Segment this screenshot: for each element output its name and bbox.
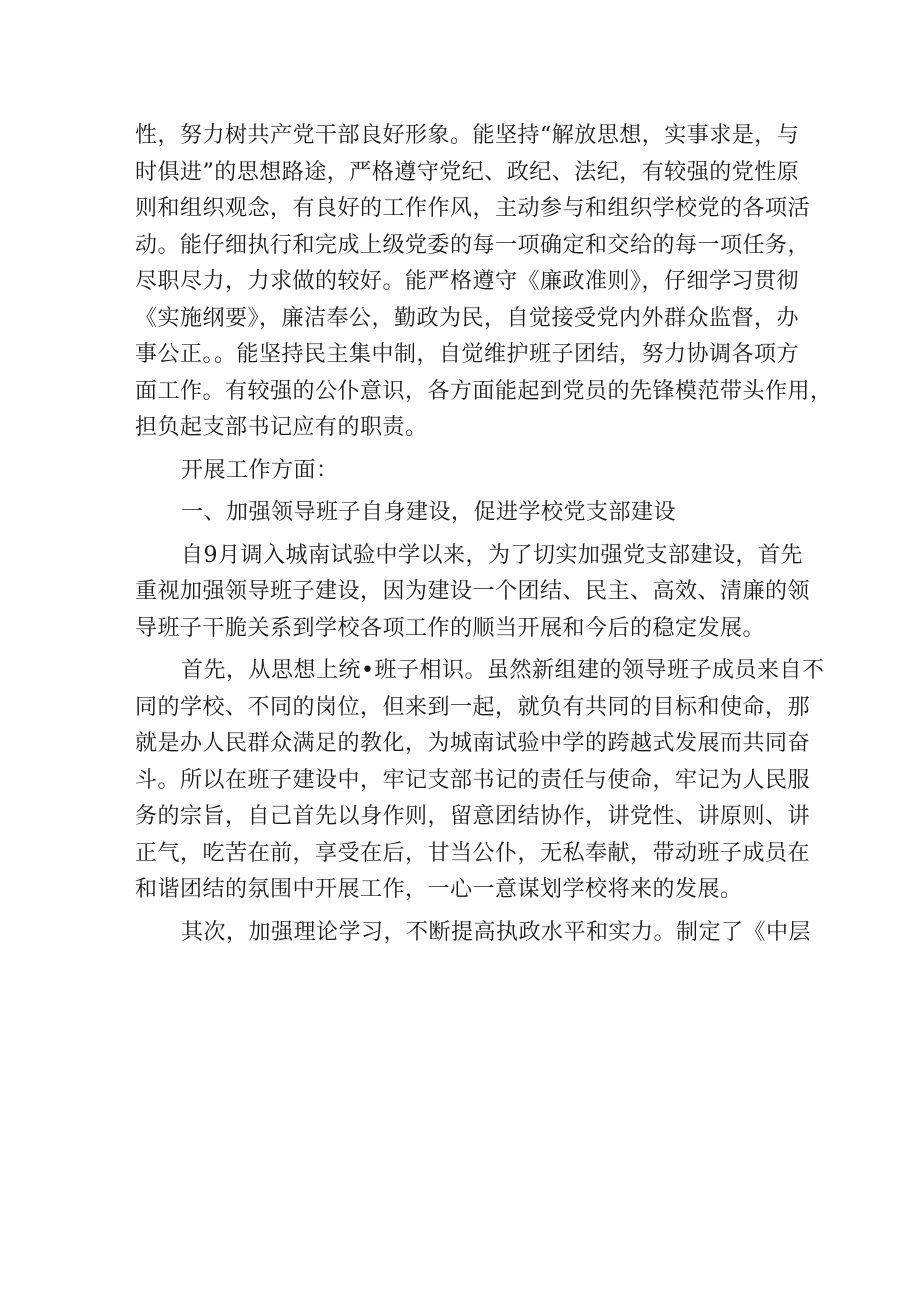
- text-line: 性，努力树共产党干部良好形象。能坚持“解放思想，实事求是，与: [135, 123, 800, 148]
- document-body: [135, 118, 833, 951]
- text-line: 务的宗旨，自己首先以身作则，留意团结协作，讲党性、讲原则、讲: [135, 804, 811, 829]
- text-line: 就是办人民群众满足的教化，为城南试验中学的跨越式发展而共同奋: [135, 731, 811, 756]
- text-line: 同的学校、不同的岗位，但来到一起，就负有共同的目标和使命，那: [135, 694, 811, 720]
- text-line: 斗。所以在班子建设中，牢记支部书记的责任与使命，牢记为人民服: [135, 767, 811, 793]
- text-line: 担负起支部书记应有的职责。: [135, 415, 428, 440]
- text-line: 和谐团结的氛围中开展工作，一心一意谋划学校将来的发展。: [135, 877, 743, 902]
- text-line: 正气，吃苦在前，享受在后，甘当公仆，无私奉献，带动班子成员在: [135, 840, 811, 866]
- section-heading: 一、加强领导班子自身建设，促进学校党支部建设: [181, 500, 677, 525]
- text-line: 其次，加强理论学习，不断提高执政水平和实力。制定了《中层: [181, 919, 812, 945]
- text-line: 首先，从思想上统•班子相识。虽然新组建的领导班子成员来自不: [181, 658, 825, 683]
- text-line: 面工作。有较强的公仆意识，各方面能起到党员的先锋模范带头作用，: [135, 378, 833, 404]
- section-label: 开展工作方面：: [181, 457, 339, 483]
- text-line: 《实施纲要》，廉洁奉公，勤政为民，自觉接受党内外群众监督，办: [135, 305, 800, 331]
- text-line: 事公正。。能坚持民主集中制，自觉维护班子团结，努力协调各项方: [135, 342, 800, 367]
- text-line: 时俱进”的思想路途，严格遵守党纪、政纪、法纪，有较强的党性原: [135, 159, 800, 185]
- text-line: 导班子干脆关系到学校各项工作的顺当开展和今后的稳定发展。: [135, 615, 766, 641]
- text-line: 则和组织观念，有良好的工作作风，主动参与和组织学校党的各项活: [135, 196, 811, 221]
- text-line: 动。能仔细执行和完成上级党委的每一项确定和交给的每一项任务，: [135, 232, 811, 258]
- text-line: 重视加强领导班子建设，因为建设一个团结、民主、高效、清廉的领: [135, 579, 811, 604]
- text-line: 尽职尽力，力求做的较好。能严格遵守《廉政准则》，仔细学习贯彻: [135, 269, 800, 294]
- text-line: 自9月调入城南试验中学以来，为了切实加强党支部建设，首先: [181, 542, 803, 568]
